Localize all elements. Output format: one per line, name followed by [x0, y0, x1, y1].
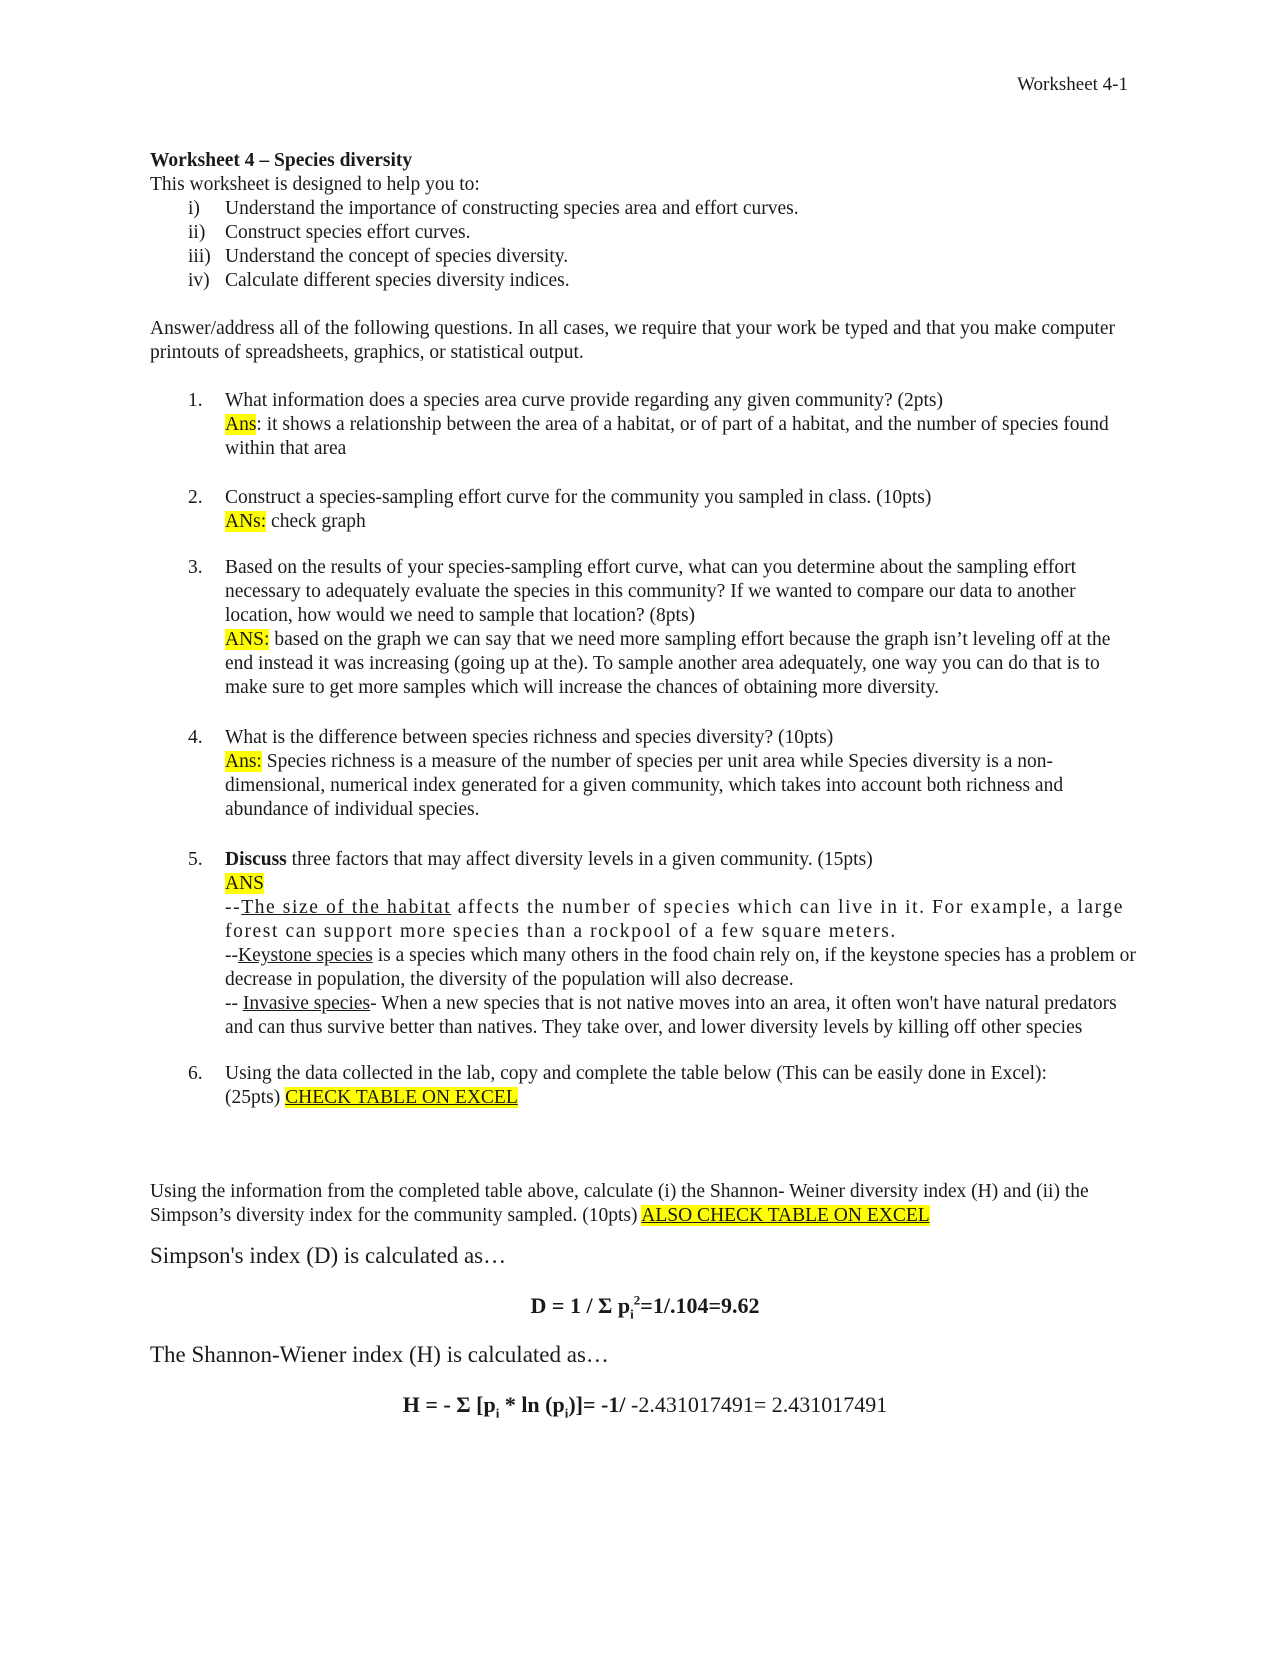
- objective-item: [150, 269, 1140, 293]
- objective-number: iii): [188, 246, 211, 267]
- question-number: 5.: [188, 849, 203, 870]
- objective-number: iv): [188, 270, 210, 291]
- objective-text: Understand the concept of species diversity.: [225, 246, 569, 267]
- intro-text: This worksheet is designed to help you to:: [150, 174, 480, 195]
- simpson-formula: D = 1 / Σ $p_i^2=1/.104=9.62$: [530, 1292, 760, 1322]
- answer-label: Ans: [225, 414, 257, 435]
- factor-term: Invasive species: [242, 993, 371, 1014]
- factor-habitat-size: --The size of the habitat affects the number of species which can live in it. For example, a large forest can support more species than a rockpool of a few square meters.: [225, 897, 1124, 942]
- question-text: Construct a species-sampling effort curve for the community you sampled in class. (10pts): [225, 487, 932, 508]
- page-header-label: Worksheet 4-1: [1017, 74, 1128, 95]
- objectives-list: [150, 197, 1140, 293]
- question-5: [150, 848, 1140, 1040]
- shannon-simpson-prompt: Using the information from the completed table above, calculate (i) the Shannon- Weiner diversity index (H) and (ii) the Simpson’s diversity index for the community sampled. (10pts) ALSO CHECK TABLE ON EXCEL: [150, 1181, 1089, 1226]
- question-number: 3.: [188, 557, 203, 578]
- answer-label: Ans:: [225, 751, 262, 772]
- objective-text: Understand the importance of constructing species area and effort curves.: [225, 198, 799, 219]
- objective-text: Calculate different species diversity indices.: [225, 270, 570, 291]
- question-3: [150, 556, 1140, 700]
- answer-text: Ans: Species richness is a measure of the number of species per unit area while Species diversity is a non-dimensional, numerical index generated for a given community, which takes into account both richness and abundance of individual species.: [225, 751, 1064, 820]
- question-text: Using the data collected in the lab, copy and complete the table below (This can be easily done in Excel):: [225, 1063, 1047, 1084]
- shannon-heading: The Shannon-Wiener index (H) is calculated as…: [150, 1342, 609, 1367]
- excel-table-link-2[interactable]: ALSO CHECK TABLE ON EXCEL: [641, 1205, 930, 1226]
- question-points-line: (25pts) CHECK TABLE ON EXCEL: [225, 1087, 518, 1108]
- simpson-heading: Simpson's index (D) is calculated as…: [150, 1243, 507, 1268]
- factor-term: The size of the habitat: [241, 897, 452, 918]
- objective-item: [150, 221, 1140, 245]
- question-number: 6.: [188, 1063, 203, 1084]
- shannon-formula: H = - Σ $[p_i * \ln (p_i)]= -1/$ -2.431017491= 2.431017491: [402, 1392, 888, 1421]
- instructions-paragraph: Answer/address all of the following questions. In all cases, we require that your work be typed and that you make computer printouts of spreadsheets, graphics, or statistical output.: [150, 318, 1115, 363]
- answer-text: Ans: it shows a relationship between the area of a habitat, or of part of a habitat, and the number of species found within that area: [225, 414, 1109, 459]
- objective-item: [150, 245, 1140, 269]
- excel-table-link[interactable]: CHECK TABLE ON EXCEL: [285, 1087, 518, 1108]
- question-number: 1.: [188, 390, 203, 411]
- answer-label: ANs:: [225, 511, 267, 532]
- questions-list: [150, 389, 1140, 1110]
- question-6: [150, 1062, 1140, 1110]
- question-text: What information does a species area curve provide regarding any given community? (2pts): [225, 390, 943, 411]
- answer-text: ANS: based on the graph we can say that we need more sampling effort because the graph isn’t leveling off at the end instead it was increasing (going up at the). To sample another area adequately, one way you can do that is to make sure to get more samples which will increase the chances of obtaining more diversity.: [225, 629, 1111, 698]
- answer-text: ANs: check graph: [225, 511, 366, 532]
- question-4: [150, 726, 1140, 822]
- question-number: 4.: [188, 727, 203, 748]
- question-1: [150, 389, 1140, 461]
- worksheet-title: Worksheet 4 – Species diversity: [150, 150, 413, 171]
- question-number: 2.: [188, 487, 203, 508]
- objective-text: Construct species effort curves.: [225, 222, 471, 243]
- question-text: Based on the results of your species-sampling effort curve, what can you determine about the sampling effort necessary to adequately evaluate the species in this community? If we wanted to compare our data to another location, how would we need to sample that location? (8pts): [225, 557, 1077, 626]
- question-text: Discuss three factors that may affect diversity levels in a given community. (15pts): [225, 849, 873, 870]
- worksheet-body: [150, 149, 1140, 1420]
- answer-label: ANS:: [225, 629, 270, 650]
- answer-label: ANS: [225, 873, 265, 894]
- question-text: What is the difference between species richness and species diversity? (10pts): [225, 727, 834, 748]
- question-2: [150, 486, 1140, 534]
- objective-item: [150, 197, 1140, 221]
- factor-invasive-species: -- Invasive species- When a new species that is not native moves into an area, it often won't have natural predators and can thus survive better than natives. They take over, and lower diversity levels by killing off other species: [225, 993, 1117, 1038]
- objective-number: i): [188, 198, 200, 219]
- factor-term: Keystone species: [238, 945, 373, 966]
- answer-label-line: [225, 872, 1140, 896]
- objective-number: ii): [188, 222, 206, 243]
- factor-keystone-species: --Keystone species is a species which many others in the food chain rely on, if the keystone species has a problem or decrease in population, the diversity of the population will also decrease.: [225, 945, 1136, 990]
